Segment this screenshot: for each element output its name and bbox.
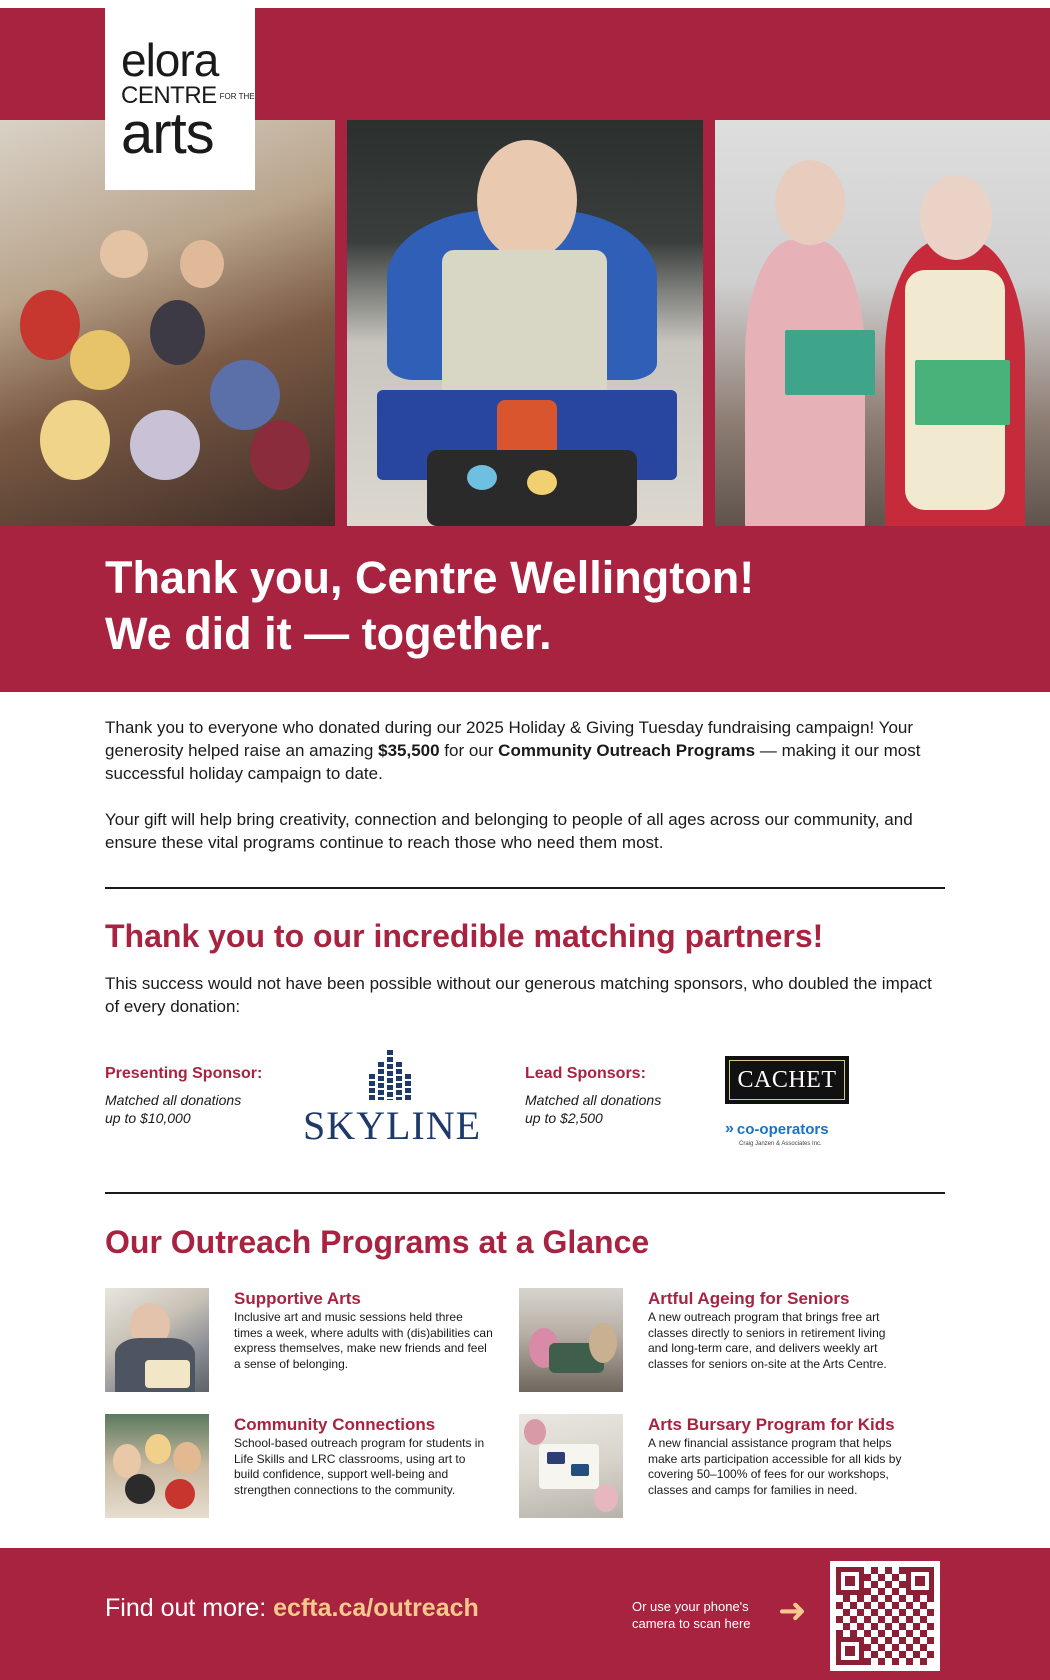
partners-heading: Thank you to our incredible matching partners! <box>105 918 824 954</box>
logo-elora-text: elora <box>121 34 219 86</box>
divider <box>105 887 945 889</box>
program-description: A new outreach program that brings free art classes directly to seniors in retirement living and long-term care, and delivers weekly art classes for seniors on-site at the Arts Centre. <box>648 1310 887 1371</box>
program-description: School-based outreach program for students in Life Skills and LRC classrooms, using art to build confidence, support well-being and strengthen connections to the community. <box>234 1436 485 1497</box>
presenting-sponsor-note <box>105 1091 241 1127</box>
partners-text: This success would not have been possible without our generous matching sponsors, who doubled the impact of every donation: <box>105 974 932 1016</box>
photo-painting-artist <box>347 120 703 526</box>
qr-finder-icon <box>836 1567 864 1595</box>
qr-code-pattern <box>836 1567 934 1665</box>
program-photo <box>105 1414 209 1518</box>
program-community-connections <box>105 1414 525 1524</box>
qr-finder-icon <box>836 1637 864 1665</box>
hero-title-line1: Thank you, Centre Wellington! <box>105 552 755 603</box>
divider <box>105 1192 945 1194</box>
lead-sponsors-note <box>525 1091 661 1127</box>
presenting-sponsor-label: Presenting Sponsor: <box>105 1065 263 1082</box>
intro-text <box>105 716 945 854</box>
intro-paragraph-2: Your gift will help bring creativity, connection and belonging to people of all ages across our community, and ensure these vital programs continue to reach those who need them most. <box>105 810 913 852</box>
skyline-bars-icon <box>367 1050 417 1100</box>
find-more-text <box>105 1592 479 1624</box>
hero-banner <box>0 526 1050 692</box>
program-photo <box>519 1414 623 1518</box>
intro-paragraph-1 <box>105 716 945 785</box>
presenting-note-line2: up to $10,000 <box>105 1110 191 1126</box>
outreach-link[interactable]: ecfta.ca/outreach <box>273 1594 479 1622</box>
arrow-right-icon: ➜ <box>778 1592 807 1630</box>
presenting-note-line1: Matched all donations <box>105 1092 242 1108</box>
program-title: Arts Bursary Program for Kids <box>648 1415 895 1434</box>
hero-title <box>105 550 754 662</box>
program-supportive-arts <box>105 1288 525 1398</box>
program-description: Inclusive art and music sessions held three times a week, where adults with (dis)abilities can express themselves, make new friends and feel a sense of belonging. <box>234 1310 493 1371</box>
cooperators-chevron-icon: » <box>725 1120 734 1137</box>
cooperators-subtitle: Craig Janzen & Associates Inc. <box>739 1141 822 1147</box>
skyline-logo <box>302 1050 482 1148</box>
program-name: Community Outreach Programs <box>498 741 756 760</box>
qr-finder-icon <box>906 1567 934 1595</box>
qr-code[interactable] <box>830 1561 940 1671</box>
program-title: Supportive Arts <box>234 1289 361 1308</box>
hero-title-line2: We did it — together. <box>105 608 552 659</box>
photo-seniors-art <box>715 120 1050 526</box>
cachet-wordmark: CACHET <box>737 1066 837 1093</box>
logo-centre-text: CENTRE <box>121 82 217 109</box>
cooperators-logo <box>725 1120 855 1147</box>
logo-forthe-text: FOR THE <box>219 91 255 101</box>
elora-centre-logo[interactable] <box>105 8 255 190</box>
raised-amount: $35,500 <box>378 741 440 760</box>
find-more-label: Find out more: <box>105 1594 274 1622</box>
scan-instruction: Or use your phone's camera to scan here <box>632 1599 751 1631</box>
intro-p1-text-c: — making it our most successful holiday campaign to date. <box>105 741 921 783</box>
intro-p1-text-b: for our <box>439 741 499 760</box>
intro-p1-text-a: Thank you to everyone who donated during our 2025 Holiday & Giving Tuesday fundraising campaign! Your generosity helped raise an amazing <box>105 718 914 760</box>
program-title: Community Connections <box>234 1415 436 1434</box>
logo-arts-text: arts <box>121 101 214 166</box>
lead-note-line2: up to $2,500 <box>525 1110 603 1126</box>
program-artful-ageing <box>519 1288 939 1398</box>
lead-sponsors-label: Lead Sponsors: <box>525 1065 646 1082</box>
cooperators-wordmark: co-operators <box>736 1120 829 1138</box>
program-photo <box>519 1288 623 1392</box>
skyline-wordmark: SKYLINE <box>302 1103 482 1148</box>
program-title: Artful Ageing for Seniors <box>648 1289 850 1308</box>
footer-band <box>0 1548 1050 1680</box>
program-photo <box>105 1288 209 1392</box>
program-description: A new financial assistance program that helps make arts participation accessible for all kids by covering 50–100% of fees for our workshops, classes and camps for families in need. <box>648 1436 902 1497</box>
lead-note-line1: Matched all donations <box>525 1092 662 1108</box>
cachet-logo <box>725 1056 849 1104</box>
cooperators-row <box>725 1120 855 1138</box>
program-arts-bursary <box>519 1414 939 1524</box>
programs-heading: Our Outreach Programs at a Glance <box>105 1224 650 1260</box>
